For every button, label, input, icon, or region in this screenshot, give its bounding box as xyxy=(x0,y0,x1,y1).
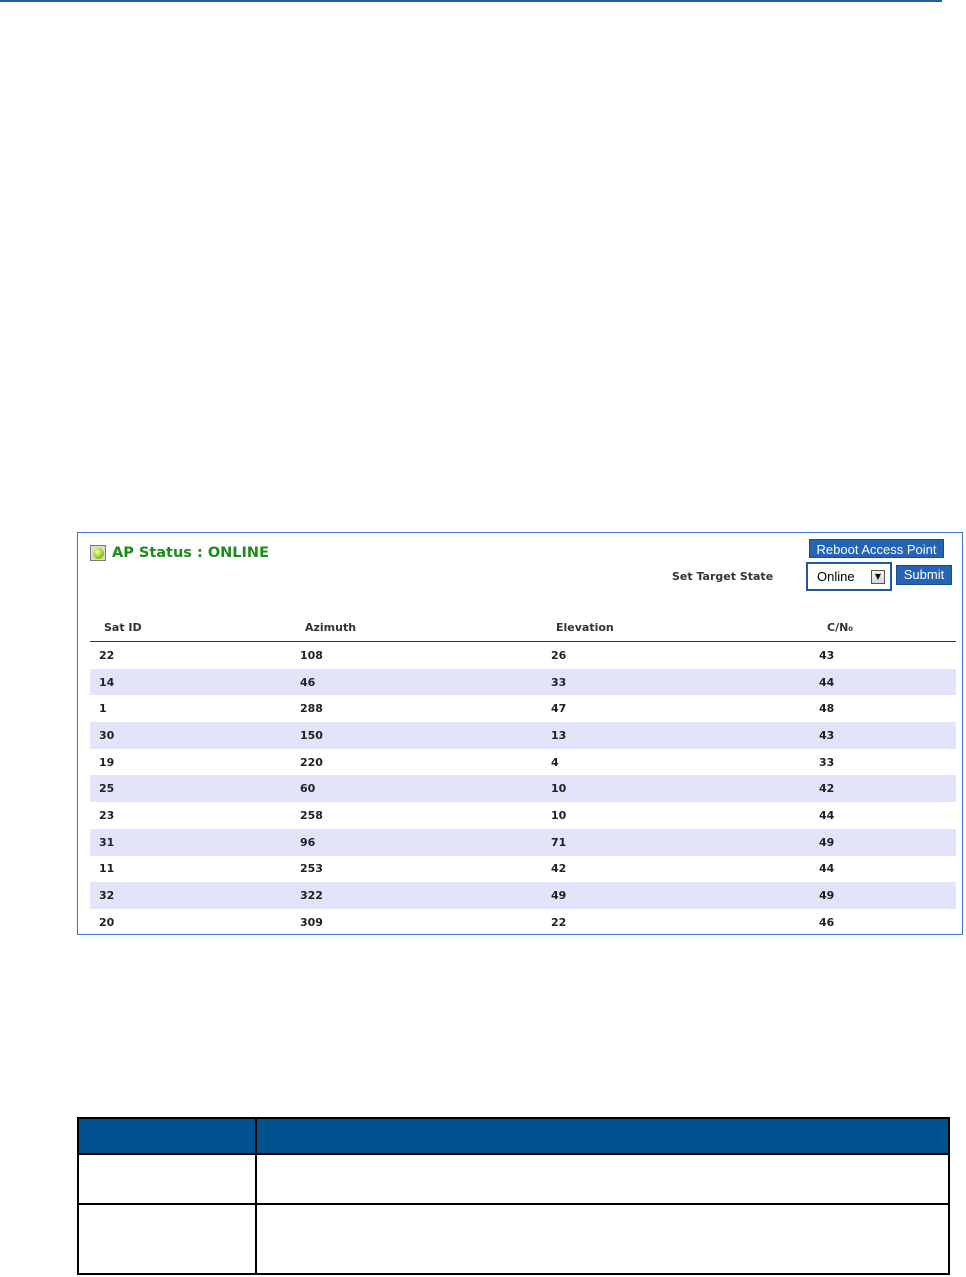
cell-azimuth: 288 xyxy=(300,702,323,716)
table-row xyxy=(90,829,956,856)
desc-table-row xyxy=(78,1154,949,1204)
cell-sat-id: 20 xyxy=(99,915,115,929)
table-row xyxy=(90,669,956,696)
cell-cn0: 46 xyxy=(819,915,835,929)
col-header-elevation[interactable]: Elevation xyxy=(541,613,809,642)
cell-azimuth: 46 xyxy=(290,669,541,696)
cell-cn0: 44 xyxy=(819,808,835,822)
reboot-access-point-button[interactable]: Reboot Access Point xyxy=(809,539,944,558)
cell-cn0: 33 xyxy=(819,755,835,769)
cell-sat-id: 32 xyxy=(90,882,290,909)
cell-azimuth: 96 xyxy=(290,829,541,856)
cell-elevation: 47 xyxy=(551,702,567,716)
table-header-row xyxy=(90,613,956,642)
cell-azimuth: 60 xyxy=(290,775,541,802)
ap-status-label: AP Status : ONLINE xyxy=(112,545,269,561)
page-header-rule xyxy=(0,0,942,2)
target-state-value: Online xyxy=(817,569,855,584)
cell-elevation: 33 xyxy=(541,669,809,696)
table-row xyxy=(90,802,956,829)
cell-sat-id: 11 xyxy=(99,862,115,876)
cell-cn0: 49 xyxy=(809,882,956,909)
cell-cn0: 49 xyxy=(809,829,956,856)
table-row xyxy=(90,882,956,909)
col-header-sat-id[interactable]: Sat ID xyxy=(90,613,290,642)
set-target-state-label: Set Target State xyxy=(672,570,774,583)
cell-azimuth: 322 xyxy=(290,882,541,909)
cell-azimuth: 108 xyxy=(300,648,323,662)
cell-elevation: 26 xyxy=(551,648,567,662)
desc-header-cell xyxy=(78,1118,256,1154)
target-state-select[interactable] xyxy=(806,562,892,591)
cell-sat-id: 30 xyxy=(90,722,290,749)
cell-cn0: 48 xyxy=(819,702,835,716)
dropdown-arrow-icon[interactable]: ▼ xyxy=(871,570,885,584)
desc-cell xyxy=(78,1154,256,1204)
table-row xyxy=(90,642,956,669)
cell-sat-id: 23 xyxy=(99,808,115,822)
cell-sat-id: 14 xyxy=(90,669,290,696)
cell-sat-id: 19 xyxy=(99,755,115,769)
cell-elevation: 10 xyxy=(541,775,809,802)
table-row xyxy=(90,909,956,936)
cell-azimuth: 150 xyxy=(290,722,541,749)
table-row xyxy=(90,722,956,749)
cell-sat-id: 25 xyxy=(90,775,290,802)
cell-cn0: 44 xyxy=(809,669,956,696)
cell-azimuth: 309 xyxy=(300,915,323,929)
desc-table-header-row xyxy=(78,1118,949,1154)
cell-sat-id: 22 xyxy=(99,648,115,662)
satellite-table xyxy=(90,613,956,936)
cell-sat-id: 31 xyxy=(90,829,290,856)
cell-elevation: 42 xyxy=(551,862,567,876)
cell-sat-id: 1 xyxy=(99,702,107,716)
desc-table-row xyxy=(78,1204,949,1274)
cell-azimuth: 253 xyxy=(300,862,323,876)
desc-cell xyxy=(256,1154,949,1204)
cell-azimuth: 220 xyxy=(300,755,323,769)
table-row xyxy=(90,695,956,722)
table-row xyxy=(90,856,956,883)
table-row xyxy=(90,775,956,802)
desc-header-cell xyxy=(256,1118,949,1154)
cell-azimuth: 258 xyxy=(300,808,323,822)
cell-elevation: 71 xyxy=(541,829,809,856)
col-header-cn0[interactable]: C/N₀ xyxy=(809,613,956,642)
cell-cn0: 44 xyxy=(819,862,835,876)
desc-cell xyxy=(256,1204,949,1274)
table-row xyxy=(90,749,956,776)
cell-elevation: 10 xyxy=(551,808,567,822)
cell-cn0: 43 xyxy=(809,722,956,749)
cell-elevation: 49 xyxy=(541,882,809,909)
submit-button[interactable]: Submit xyxy=(896,565,952,585)
col-header-azimuth[interactable]: Azimuth xyxy=(290,613,541,642)
status-led-icon xyxy=(90,545,106,561)
description-table xyxy=(77,1117,950,1275)
cell-cn0: 43 xyxy=(819,648,835,662)
cell-elevation: 13 xyxy=(541,722,809,749)
desc-cell xyxy=(78,1204,256,1274)
cell-cn0: 42 xyxy=(809,775,956,802)
cell-elevation: 22 xyxy=(551,915,567,929)
ap-status-panel xyxy=(77,532,963,935)
ap-status xyxy=(90,545,269,561)
cell-elevation: 4 xyxy=(551,755,559,769)
